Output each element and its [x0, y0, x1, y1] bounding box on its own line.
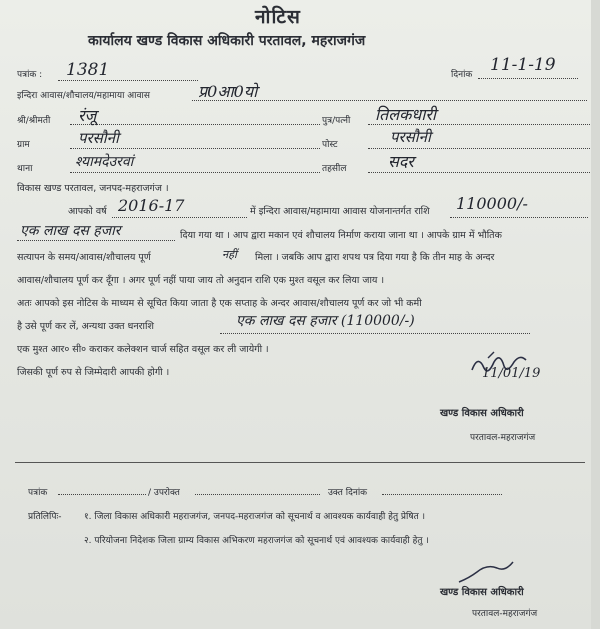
scheme-value: प्र0आ0यो	[198, 82, 258, 101]
signature-title-1: खण्ड विकास अधिकारी	[440, 408, 524, 419]
signature-place-2: परतावल-महराजगंज	[472, 609, 538, 619]
block-line: विकास खण्ड परतावल, जनपद-महराजगंज ।	[17, 183, 169, 194]
body-line-8: जिसकी पूर्ण रुप से जिम्मेदारी आपकी होगी ।	[17, 367, 170, 378]
date-label: दिनांक	[451, 70, 473, 80]
village-value: परसौनी	[78, 129, 119, 147]
body-line-2: दिया गया था । आप द्वारा मकान एवं शौचालय निर्माण कराया जाना था । आपके ग्राम में भौतिक	[180, 230, 502, 241]
name-label: श्री/श्रीमती	[17, 116, 51, 126]
patrank-label: पत्रांक :	[17, 70, 43, 80]
copy-item-2: २. परियोजना निदेशक जिला ग्राम्य विकास अभिकरण महराजगंज को सूचनार्थ एवं आवश्यक कार्यवाही हेतु ।	[84, 536, 429, 546]
copy-label: प्रतिलिपिः-	[28, 512, 62, 522]
signature-place-1: परतावल-महराजगंज	[470, 433, 536, 443]
patrank-value: 1381	[66, 60, 110, 80]
relation-label: पुत्र/पत्नी	[322, 116, 351, 126]
amount-value: 110000/-	[456, 194, 528, 213]
ref-uprokt: / उपरोक्त	[148, 488, 180, 498]
date-value: 11-1-19	[490, 55, 556, 75]
year-prefix: आपको वर्ष	[68, 206, 107, 217]
body-line-3b: मिला । जबकि आप द्वारा शपथ पत्र दिया गया है कि तीन माह के अन्दर	[255, 252, 495, 263]
body-line-7: एक मुश्त आर० सी० कराकर कलेक्शन चार्ज सहित वसूल कर ली जायेगी ।	[17, 344, 269, 355]
notice-title: नोटिस	[255, 6, 301, 28]
post-label: पोस्ट	[322, 140, 338, 150]
office-name: कार्यालय खण्ड विकास अधिकारी परतावल, महराजगंज	[88, 33, 366, 49]
body-line-3-blank: नहीं	[222, 248, 237, 261]
scheme-label: इन्दिरा आवास/शौचालय/महामाया आवास	[17, 91, 150, 101]
body-line-5: अतः आपको इस नोटिस के माध्यम से सूचित किया जाता है एक सप्ताह के अन्दर आवास/शौचालय पूर्ण कर जो भी कमी	[17, 298, 422, 309]
body-line-6a: है उसे पूर्ण कर लें, अन्यथा उक्त धनराशि	[17, 321, 154, 332]
thana-label: थाना	[17, 164, 33, 174]
photo-edge	[591, 0, 600, 629]
ref-date: उक्त दिनांक	[328, 488, 368, 498]
tehsil-label: तहसील	[322, 164, 347, 174]
signature-title-2: खण्ड विकास अधिकारी	[440, 587, 524, 598]
copy-item-1: १. जिला विकास अधिकारी महराजगंज, जनपद-महराजगंज को सूचनार्थ व आवश्यक कार्यवाही हेतु प्रेषित ।	[84, 512, 425, 522]
body-line-6-value: एक लाख दस हजार (110000/-)	[236, 313, 415, 329]
year-suffix: में इन्दिरा आवास/महामाया आवास योजनान्तर्गत राशि	[250, 206, 430, 217]
ref-patrank: पत्रांक	[28, 488, 48, 498]
handwritten-date: 11/01/19	[482, 366, 541, 381]
relation-value: तिलकधारी	[375, 105, 437, 124]
thana-value: श्यामदेउरवां	[75, 154, 134, 170]
body-line-3a: सत्यापन के समय/आवास/शौचालय पूर्ण	[17, 252, 151, 263]
tehsil-value: सदर	[388, 152, 414, 171]
year-value: 2016-17	[118, 196, 185, 215]
amount-words: एक लाख दस हजार	[20, 223, 121, 239]
village-label: ग्राम	[17, 140, 30, 150]
body-line-4: आवास/शौचालय पूर्ण कर दूँगा । अगर पूर्ण नहीं पाया जाय तो अनुदान राशि एक मुश्त वसूल कर लिया जाय ।	[17, 275, 385, 286]
name-value: रंजू	[78, 106, 97, 125]
post-value: परसौनी	[390, 128, 431, 146]
